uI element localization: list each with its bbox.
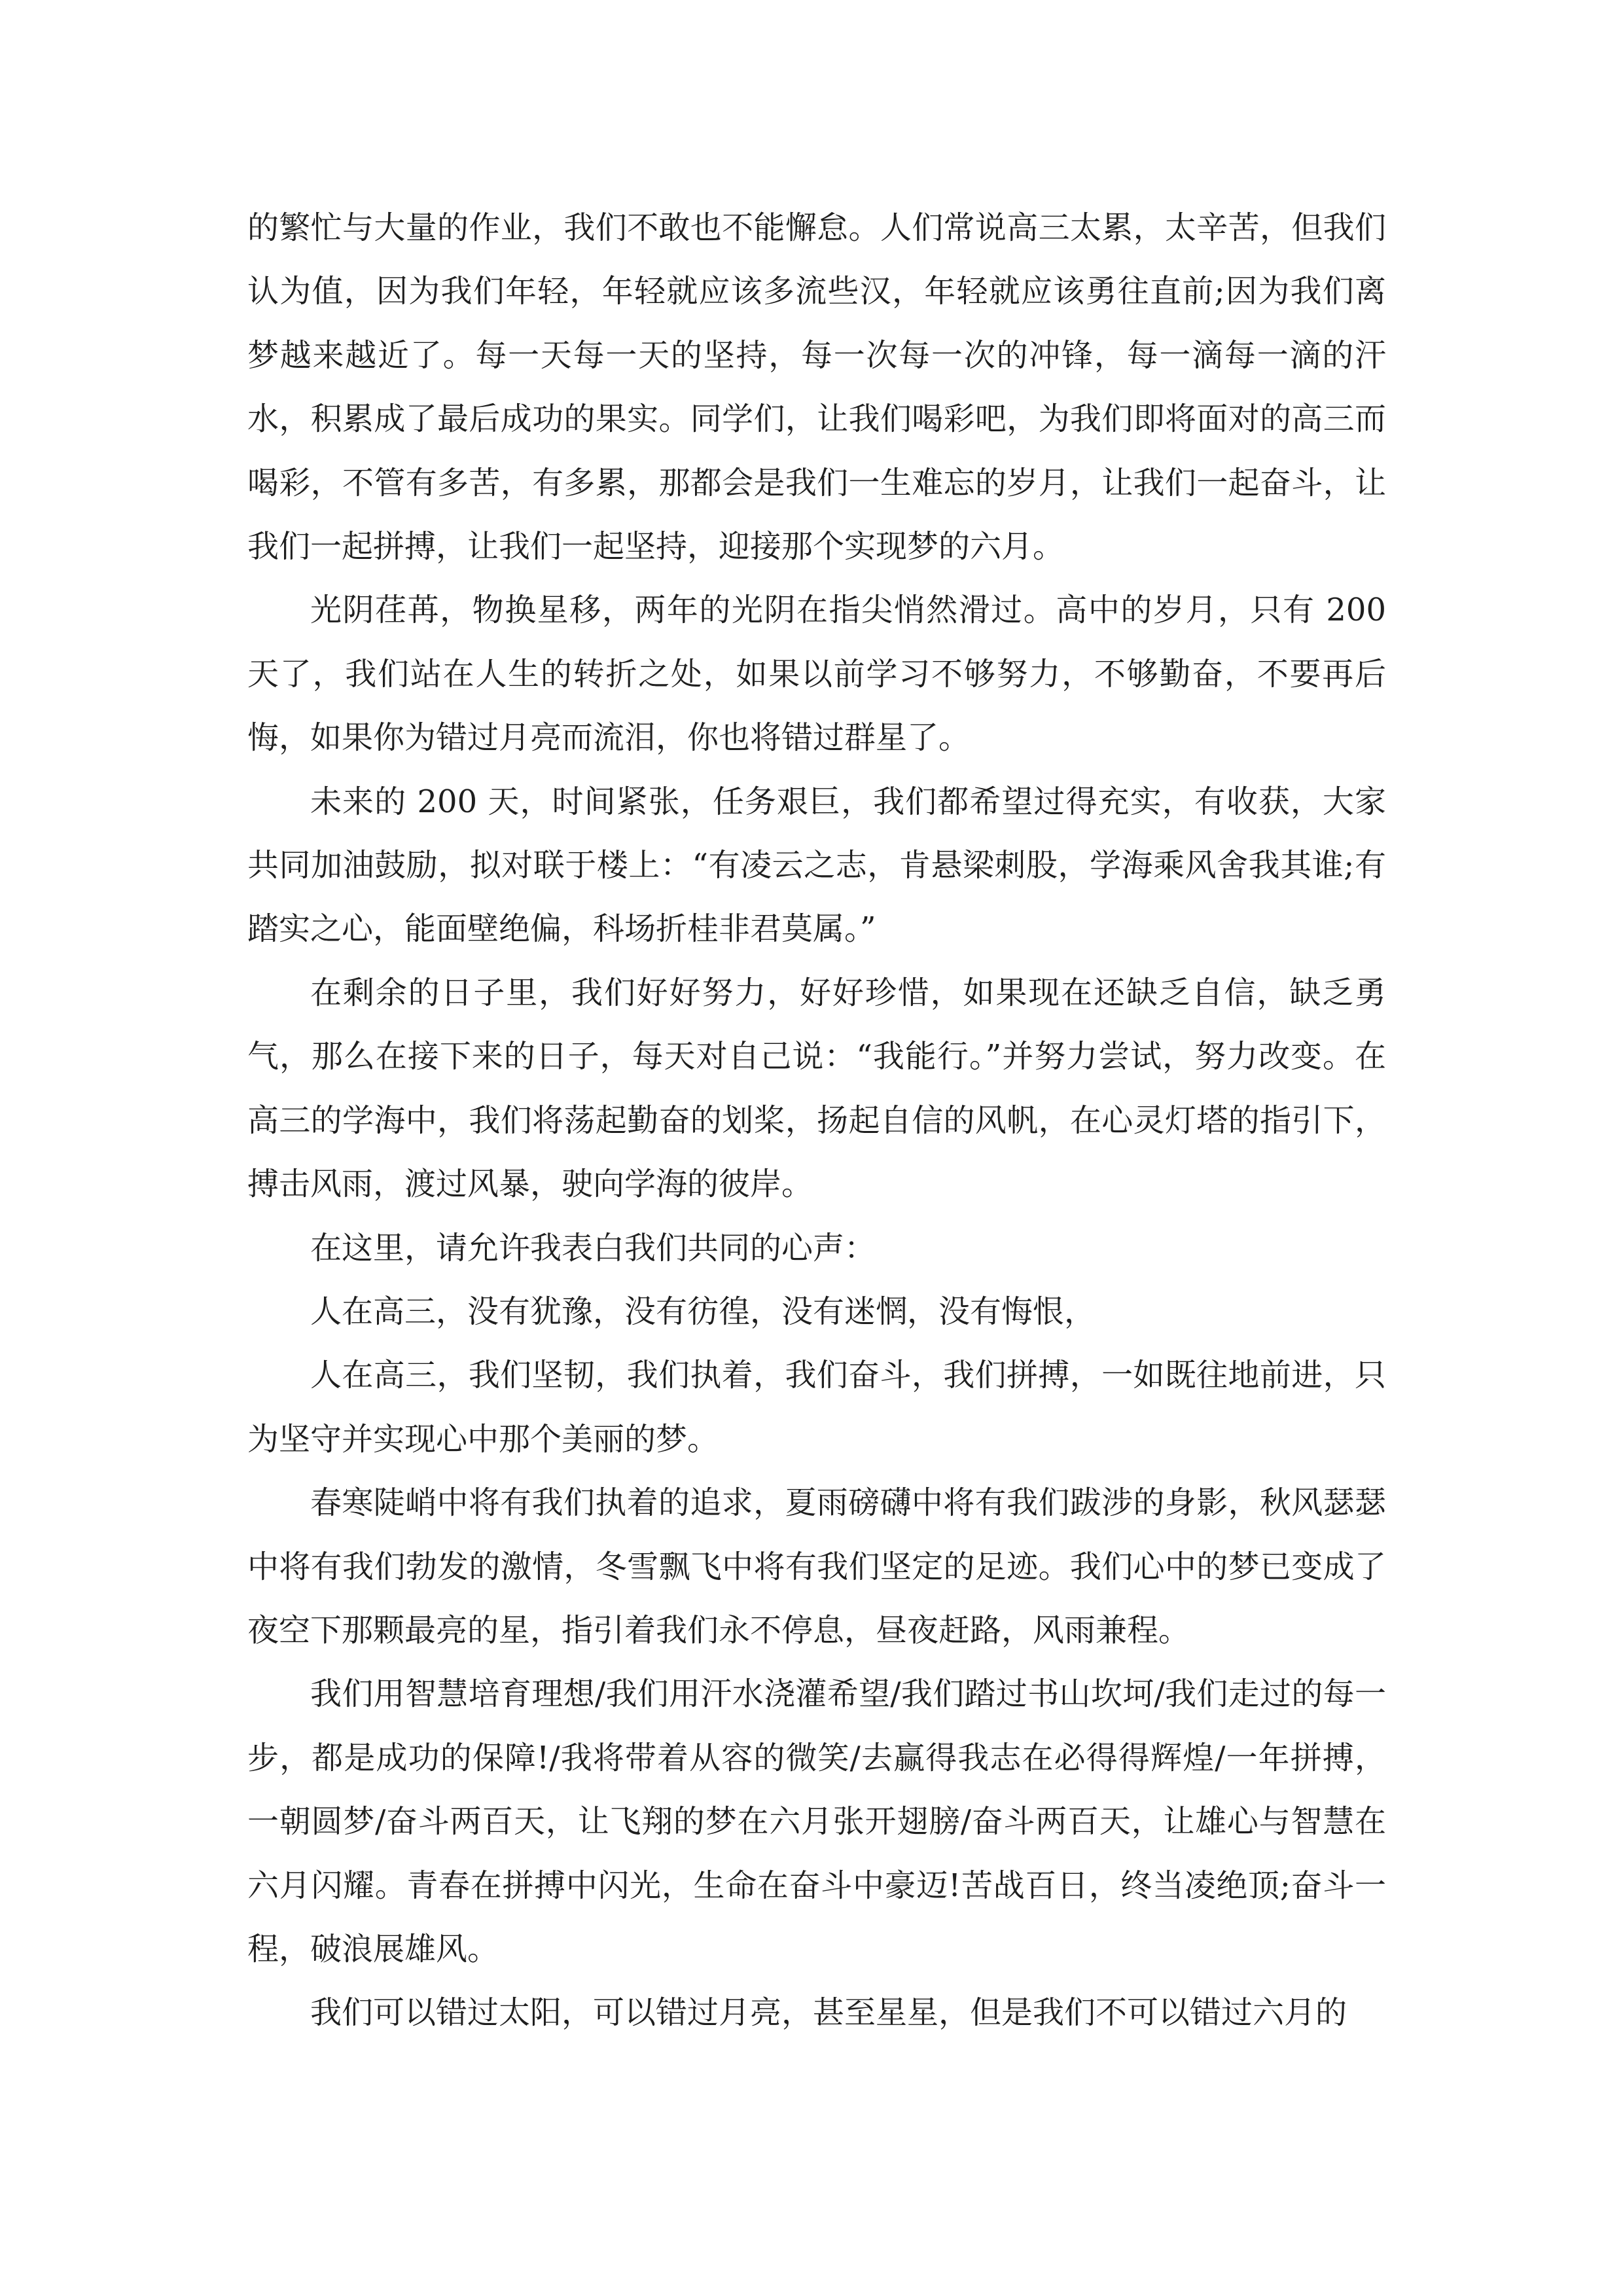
document-body [247,196,1386,2045]
paragraph: 光阴荏苒，物换星移，两年的光阴在指尖悄然滑过。高中的岁月，只有 200 天了，我们站在人生的转折之处，如果以前学习不够努力，不够勤奋，不要再后悔，如果你为错过月亮而流泪，你也将错过群星了。 [247,592,1386,757]
paragraph: 我们用智慧培育理想/我们用汗水浇灌希望/我们踏过书山坎坷/我们走过的每一步，都是成功的保障!/我将带着从容的微笑/去赢得我志在必得得辉煌/一年拼搏，一朝圆梦/奋斗两百天，让飞翔的梦在六月张开翅膀/奋斗两百天，让雄心与智慧在六月闪耀。青春在拼搏中闪光，生命在奋斗中豪迈!苦战百日，终当凌绝顶;奋斗一程，破浪展雄风。 [247,1676,1386,1967]
paragraph: 春寒陡峭中将有我们执着的追求，夏雨磅礴中将有我们跋涉的身影，秋风瑟瑟中将有我们勃发的激情，冬雪飘飞中将有我们坚定的足迹。我们心中的梦已变成了夜空下那颗最亮的星，指引着我们永不停息，昼夜赶路，风雨兼程。 [247,1484,1386,1649]
paragraph: 在剩余的日子里，我们好好努力，好好珍惜，如果现在还缺乏自信，缺乏勇气，那么在接下来的日子，每天对自己说：“我能行。”并努力尝试，努力改变。在高三的学海中，我们将荡起勤奋的划桨，扬起自信的风帆，在心灵灯塔的指引下，搏击风雨，渡过风暴，驶向学海的彼岸。 [247,974,1386,1203]
paragraph: 未来的 200 天，时间紧张，任务艰巨，我们都希望过得充实，有收获，大家共同加油鼓励，拟对联于楼上：“有凌云之志，肯悬梁刺股，学海乘风舍我其谁;有踏实之心，能面壁绝偏，科场折桂非君莫属。” [247,783,1386,948]
paragraph: 在这里，请允许我表白我们共同的心声： [310,1229,876,1266]
paragraph: 的繁忙与大量的作业，我们不敢也不能懈怠。人们常说高三太累，太辛苦，但我们认为值，因为我们年轻，年轻就应该多流些汉，年轻就应该勇往直前;因为我们离梦越来越近了。每一天每一天的坚持，每一次每一次的冲锋，每一滴每一滴的汗水，积累成了最后成功的果实。同学们，让我们喝彩吧，为我们即将面对的高三而喝彩，不管有多苦，有多累，那都会是我们一生难忘的岁月，让我们一起奋斗，让我们一起拼搏，让我们一起坚持，迎接那个实现梦的六月。 [247,209,1386,565]
paragraph: 人在高三，我们坚韧，我们执着，我们奋斗，我们拼搏，一如既往地前进，只为坚守并实现心中那个美丽的梦。 [247,1357,1386,1458]
paragraph: 我们可以错过太阳，可以错过月亮，甚至星星，但是我们不可以错过六月的 [310,1994,1347,2032]
paragraph: 人在高三，没有犹豫，没有彷徨，没有迷惘，没有悔恨， [310,1293,1096,1330]
